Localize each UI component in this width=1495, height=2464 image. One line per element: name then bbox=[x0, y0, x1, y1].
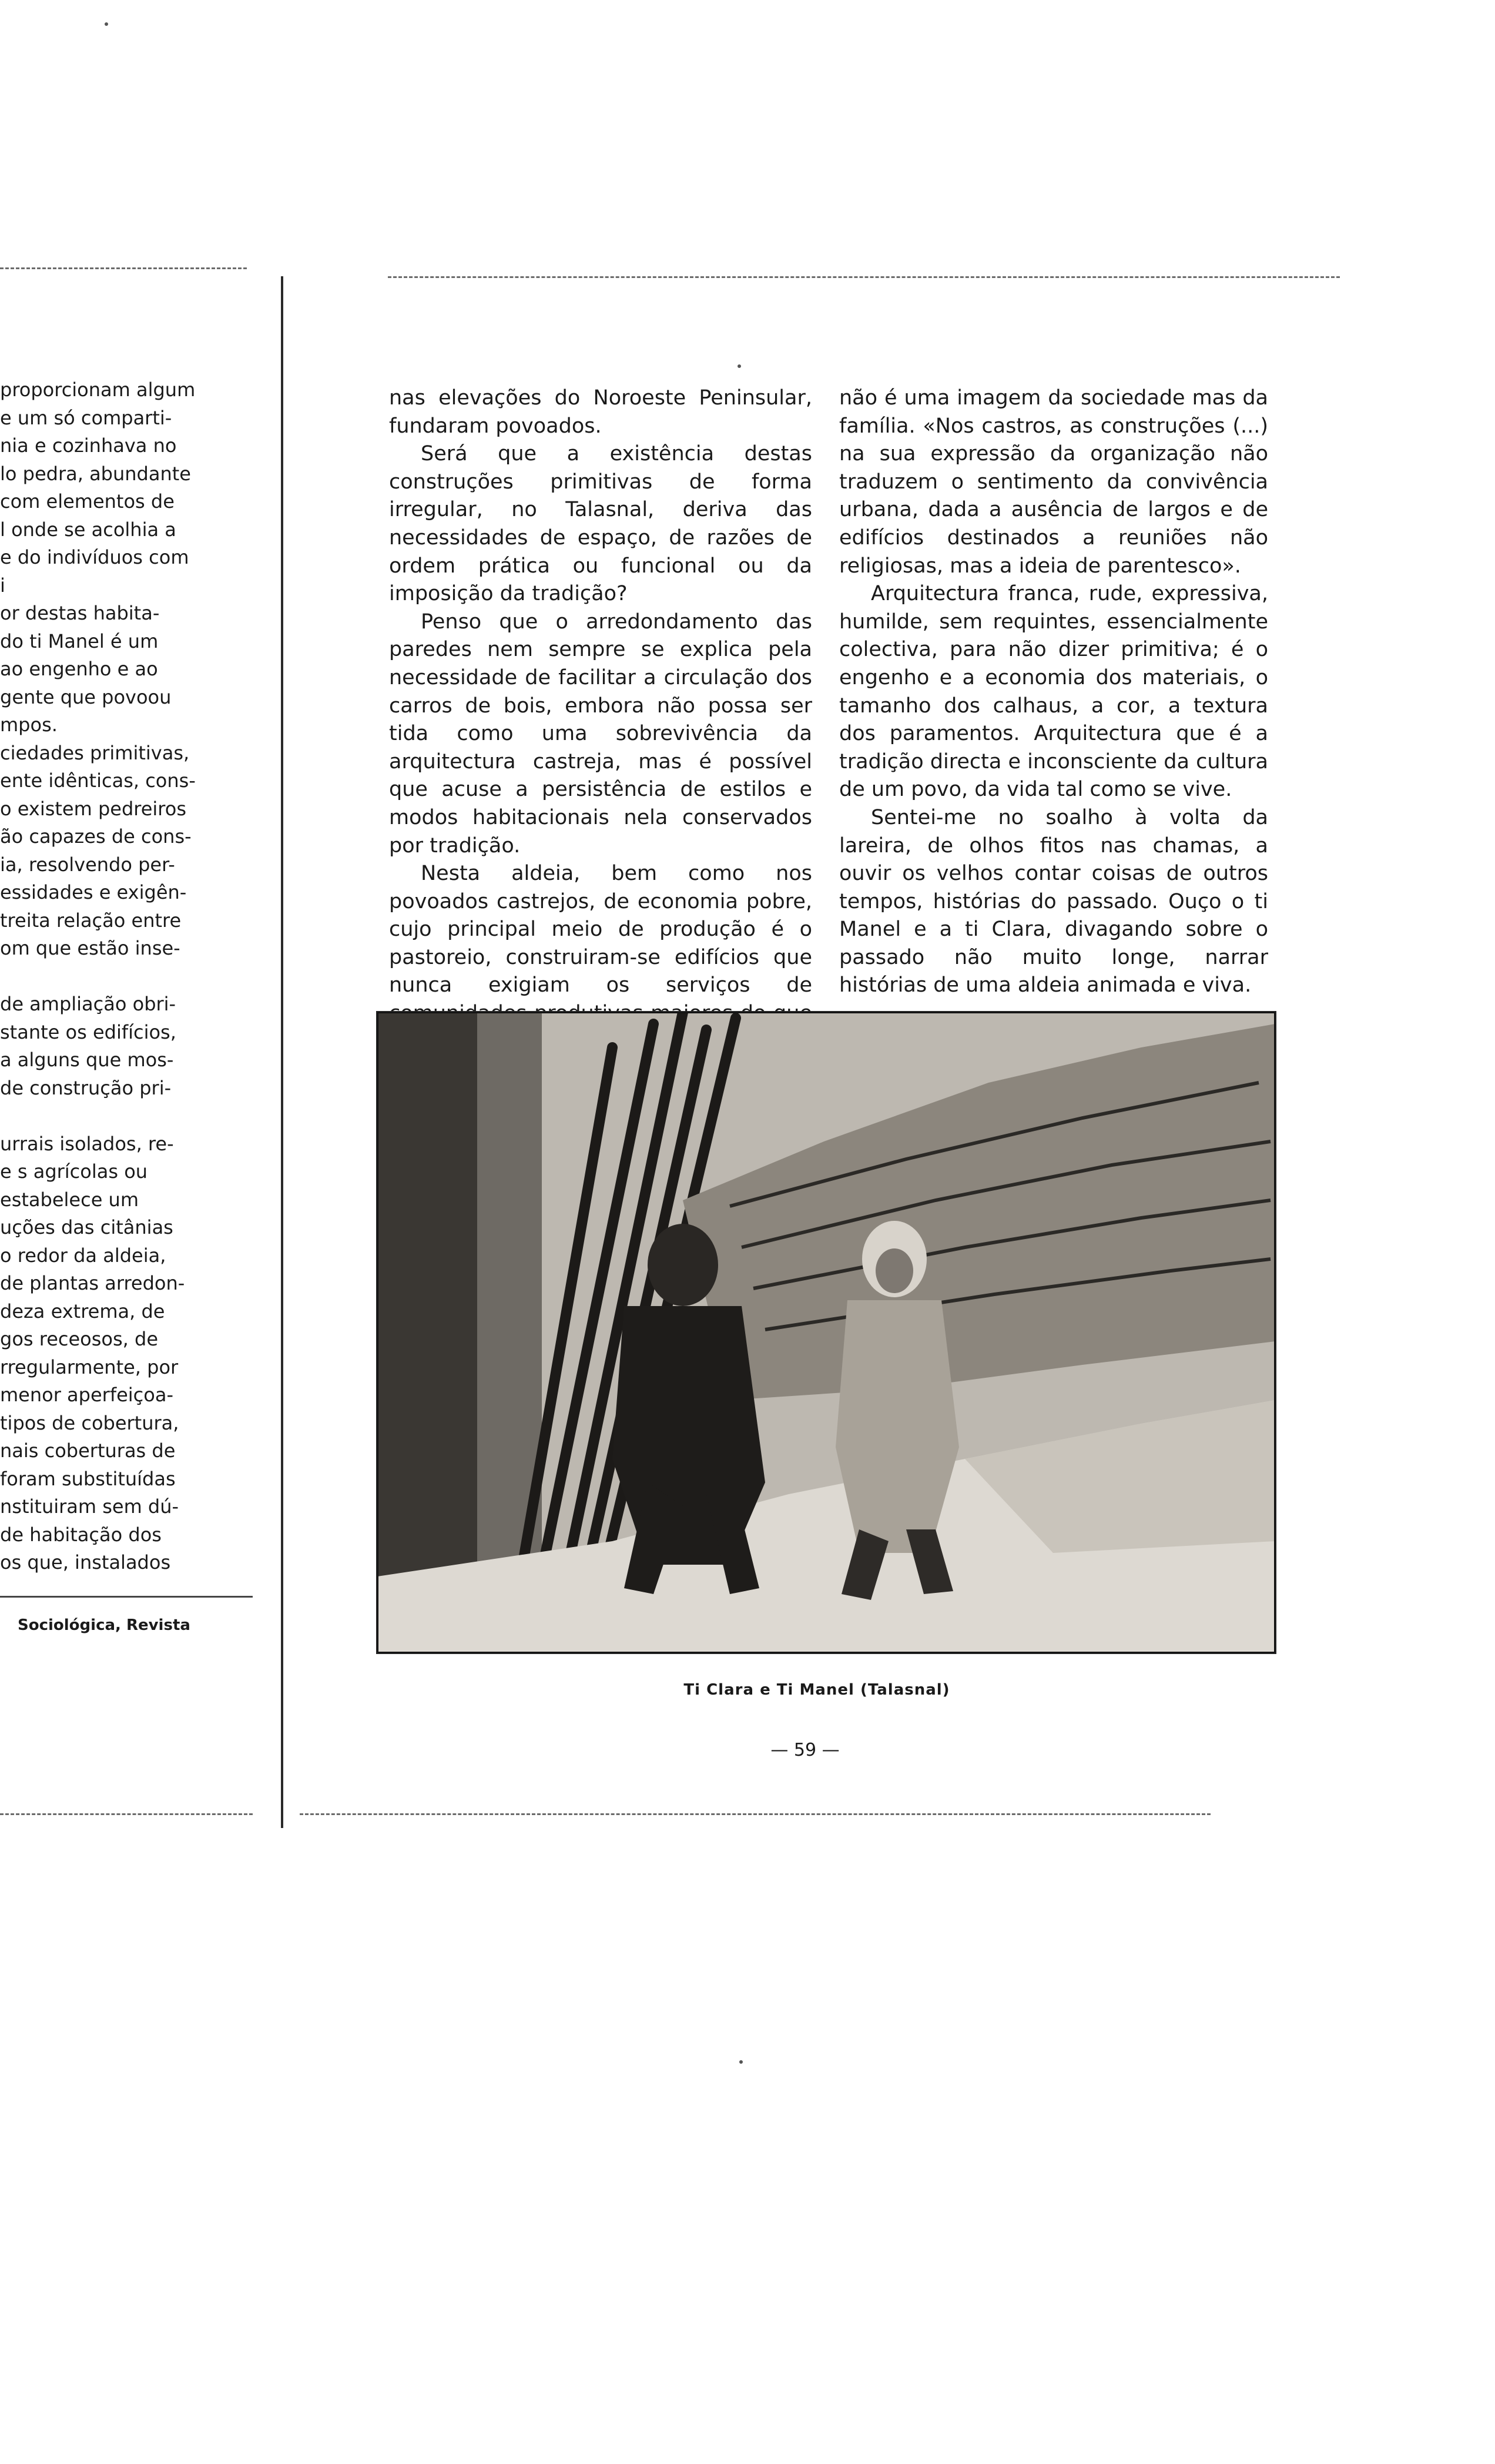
middle-paragraph: Penso que o arredondamento das paredes nem sempre se explica pela necessidade de facilitar a circulação dos carros de bois, embora não possa ser tida como uma sobrevivência da arquitectura castreja, mas é possível que acuse a persistência de estilos e modos habitacionais nela conservados por tradição. bbox=[389, 610, 812, 858]
left-column bbox=[0, 376, 207, 1577]
left-column-line: de plantas arredon- bbox=[0, 1272, 185, 1294]
left-column-line: urrais isolados, re- bbox=[0, 1132, 174, 1155]
top-rule-left bbox=[0, 267, 247, 269]
left-column-line: deza extrema, de bbox=[0, 1300, 165, 1323]
left-column-line: o existem pedreiros bbox=[0, 797, 186, 820]
middle-paragraph: Será que a existência destas construções primitivas de forma irregular, no Talasnal, deriva das necessidades de espaço, de razões de ordem prática ou funcional ou da imposição da tradição? bbox=[389, 442, 812, 606]
left-column-line: ente idênticas, cons- bbox=[0, 769, 196, 792]
left-column-line: nais coberturas de bbox=[0, 1439, 176, 1462]
figure-caption: Ti Clara e Ti Manel (Talasnal) bbox=[683, 1681, 950, 1699]
left-column-line: estabelece um bbox=[0, 1188, 139, 1211]
left-column-line: ciedades primitivas, bbox=[0, 741, 190, 764]
left-column-line: com elementos de bbox=[0, 490, 175, 513]
right-paragraph: não é uma imagem da sociedade mas da família. «Nos castros, as construções (...) na sua expressão da organização não traduzem o sentimento da convivência urbana, dada a ausência de largos e de edifícios destinados a reuniões não religiosas, mas a ideia de parentesco». bbox=[839, 386, 1268, 578]
left-column-line: ia, resolvendo per- bbox=[0, 853, 175, 876]
left-column-line: tipos de cobertura, bbox=[0, 1411, 179, 1434]
left-column-line: i bbox=[0, 574, 5, 597]
scan-speck bbox=[738, 364, 741, 368]
left-column-line bbox=[0, 963, 207, 991]
left-column-line: or destas habita- bbox=[0, 602, 160, 624]
left-column-line: mpos. bbox=[0, 714, 58, 736]
left-column-line: o redor da aldeia, bbox=[0, 1244, 166, 1267]
left-column-line: de habitação dos bbox=[0, 1523, 162, 1546]
middle-column bbox=[389, 384, 812, 1084]
left-column-line: ao engenho e ao bbox=[0, 658, 158, 680]
left-column-line: os que, instalados bbox=[0, 1551, 171, 1574]
right-paragraph: Sentei-me no soalho à volta da lareira, de olhos fitos nas chamas, a ouvir os velhos contar coisas de outros tempos, histórias do passado. Ouço o ti Manel e a ti Clara, divagando sobre o passado não muito longe, narrar histórias de uma aldeia animada e viva. bbox=[839, 805, 1268, 997]
left-column-line: e s agrícolas ou bbox=[0, 1160, 148, 1183]
left-column-line: do ti Manel é um bbox=[0, 630, 159, 652]
left-column-line: e do indivíduos com bbox=[0, 546, 189, 568]
left-column-line: foram substituídas bbox=[0, 1467, 176, 1490]
left-column-line: de construção pri- bbox=[0, 1076, 172, 1099]
left-column-lines bbox=[0, 376, 207, 1577]
middle-paragraph: nas elevações do Noroeste Peninsular, fundaram povoados. bbox=[389, 386, 812, 438]
left-column-line: treita relação entre bbox=[0, 909, 182, 932]
page-fold-line bbox=[281, 276, 283, 1828]
left-column-line: de ampliação obri- bbox=[0, 993, 176, 1015]
right-paragraph: Arquitectura franca, rude, expressiva, humilde, sem requintes, essencialmente colectiva, para não dizer primitiva; é o engenho e a economia dos materiais, o tamanho dos calhaus, a cor, a textura dos paramentos. Arquitectura que é a tradição directa e inconsciente da cultura de um povo, da vida tal como se vive. bbox=[839, 582, 1268, 802]
bottom-rule-right bbox=[300, 1813, 1211, 1815]
left-column-line: l onde se acolhia a bbox=[0, 518, 176, 541]
left-column-line: om que estão inse- bbox=[0, 937, 180, 959]
left-column-line: gente que povoou bbox=[0, 685, 172, 708]
left-column-line: lo pedra, abundante bbox=[0, 462, 191, 485]
bottom-rule-left bbox=[0, 1813, 253, 1815]
right-column bbox=[839, 384, 1268, 1000]
left-column-line: a alguns que mos- bbox=[0, 1049, 174, 1071]
left-column-line: stante os edifícios, bbox=[0, 1020, 176, 1043]
middle-paragraph: Nesta aldeia, bem como nos povoados castrejos, de economia pobre, cujo principal meio de produção é o pastoreio, construiram-se edifícios que nunca exigiam os serviços de bbox=[389, 862, 812, 997]
left-column-line: rregularmente, por bbox=[0, 1355, 179, 1378]
left-column-line: e um só comparti- bbox=[0, 406, 172, 429]
left-column-line: uções das citânias bbox=[0, 1216, 173, 1238]
left-column-line: ão capazes de cons- bbox=[0, 825, 192, 848]
page-number: — 59 — bbox=[770, 1740, 840, 1760]
scan-speck bbox=[739, 2060, 743, 2064]
photo-ti-clara-ti-manel bbox=[376, 1011, 1276, 1654]
left-column-line: gos receosos, de bbox=[0, 1328, 158, 1350]
left-column-line bbox=[0, 1102, 207, 1130]
left-column-line: proporcionam algum bbox=[0, 379, 196, 401]
left-column-line: menor aperfeiçoa- bbox=[0, 1384, 173, 1406]
left-column-line: nia e cozinhava no bbox=[0, 434, 177, 457]
left-column-line: nstituiram sem dú- bbox=[0, 1495, 179, 1518]
footnote-text: Sociológica, Revista bbox=[18, 1616, 190, 1634]
scan-speck bbox=[105, 22, 108, 26]
left-column-line: essidades e exigên- bbox=[0, 881, 187, 903]
top-rule-right bbox=[388, 276, 1340, 278]
footnote-rule bbox=[0, 1596, 253, 1598]
